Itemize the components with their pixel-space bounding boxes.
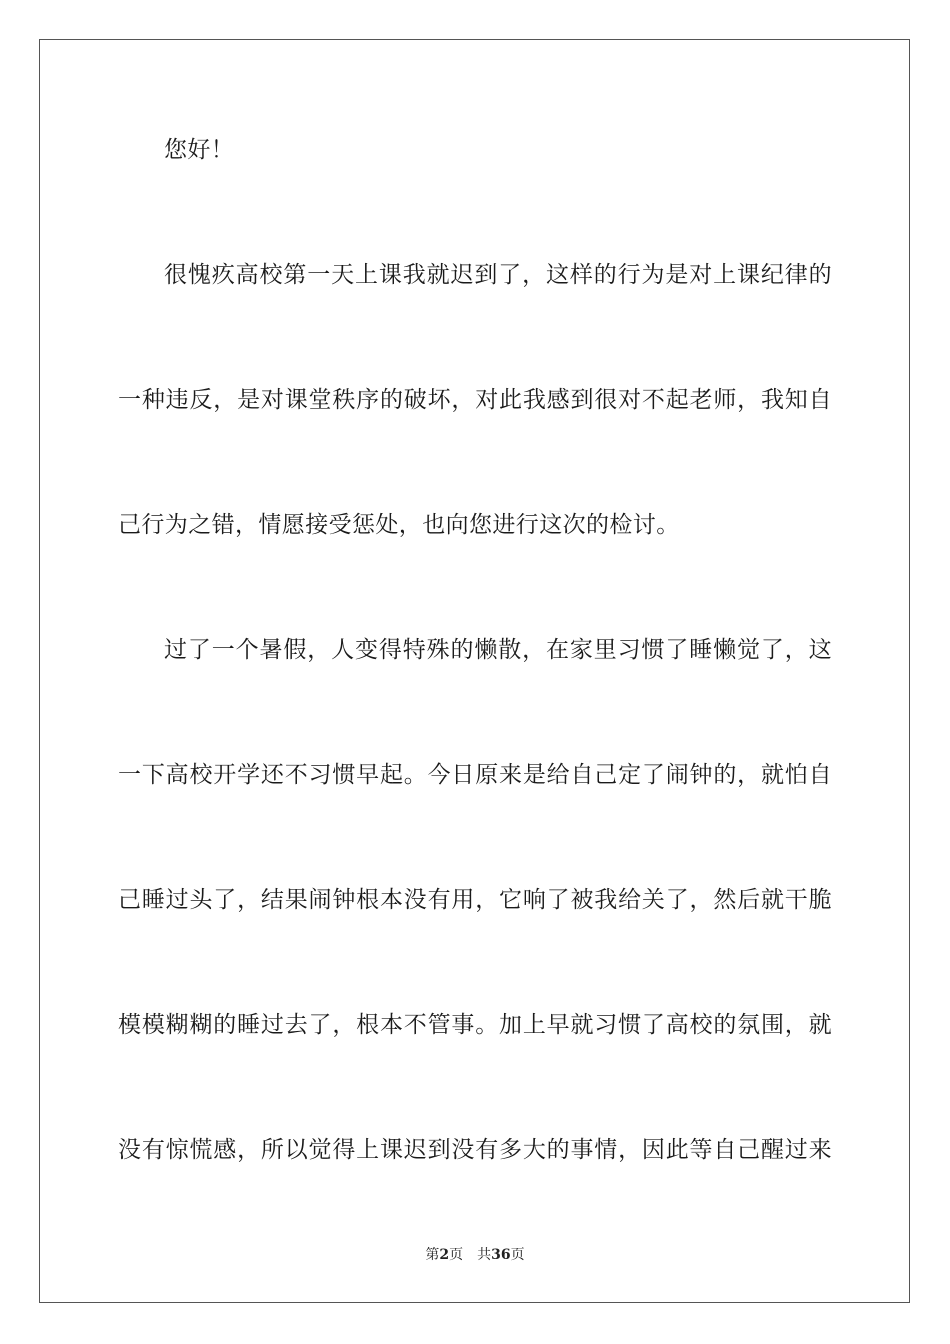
page-number: 2 (439, 1247, 450, 1263)
total-pages: 36 (491, 1247, 511, 1263)
text-line: 己睡过头了，结果闹钟根本没有用，它响了被我给关了，然后就干脆 (118, 887, 832, 913)
page-prefix: 第 (425, 1247, 440, 1263)
text-line: 一种违反，是对课堂秩序的破坏，对此我感到很对不起老师，我知自 (118, 387, 832, 413)
total-suffix: 页 (510, 1247, 525, 1263)
salutation: 您好！ (164, 137, 235, 163)
text-line: 己行为之错，情愿接受惩处，也向您进行这次的检讨。 (118, 512, 680, 538)
total-prefix: 共 (477, 1247, 492, 1263)
text-line: 很愧疚高校第一天上课我就迟到了，这样的行为是对上课纪律的 (164, 262, 832, 288)
text-line: 没有惊慌感，所以觉得上课迟到没有多大的事情，因此等自己醒过来 (118, 1137, 832, 1163)
text-line: 模模糊糊的睡过去了，根本不管事。加上早就习惯了高校的氛围，就 (118, 1012, 832, 1038)
page-frame (39, 39, 910, 1303)
text-line: 过了一个暑假，人变得特殊的懒散，在家里习惯了睡懒觉了，这 (164, 637, 832, 663)
page-footer (0, 1246, 950, 1264)
text-line: 一下高校开学还不习惯早起。今日原来是给自己定了闹钟的，就怕自 (118, 762, 832, 788)
page-suffix: 页 (449, 1247, 464, 1263)
